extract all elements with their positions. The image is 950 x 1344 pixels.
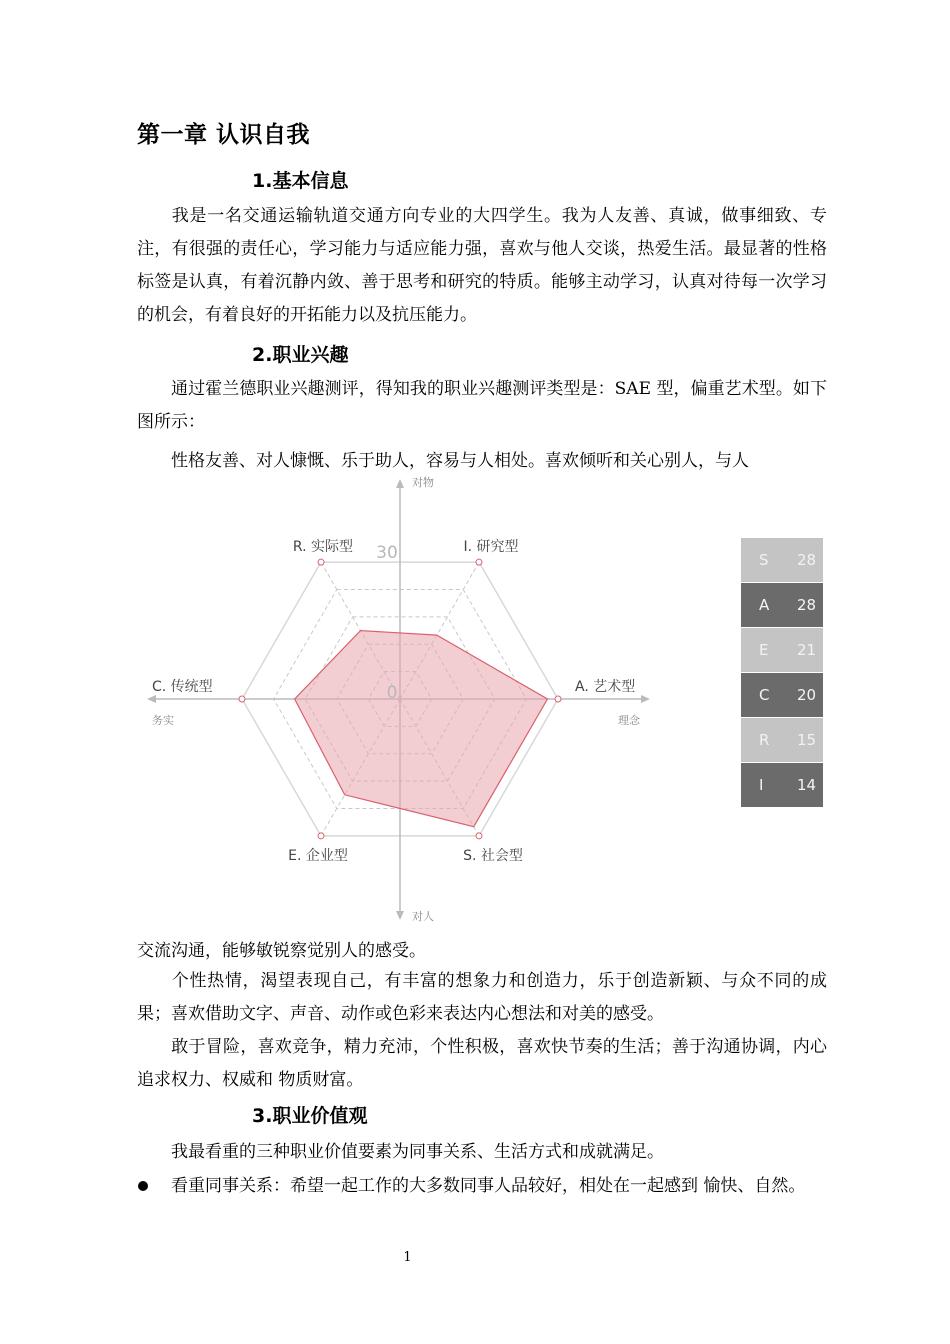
page-number: 1 bbox=[403, 1250, 412, 1265]
enterprising-trait-text: 敢于冒险，喜欢竞争，精力充沛，个性积极，喜欢快节奏的生活；善于沟通协调，内心追求权力、权威和 物质财富。 bbox=[137, 1037, 827, 1090]
radar-axis-label: A. 艺术型 bbox=[575, 679, 636, 695]
score-row-E bbox=[741, 628, 823, 673]
arrow-left-icon bbox=[147, 695, 156, 703]
score-value: 28 bbox=[797, 596, 817, 614]
score-table bbox=[741, 538, 823, 808]
radar-vertex-dot bbox=[318, 833, 324, 839]
section-title-career-interest: 2.职业兴趣 bbox=[252, 344, 349, 366]
quadrant-label-left: 务实 bbox=[152, 714, 174, 727]
social-trait-line-1: 性格友善、对人慷慨、乐于助人，容易与人相处。喜欢倾听和关心别人，与人 bbox=[171, 451, 749, 471]
score-value: 20 bbox=[797, 686, 817, 704]
score-key: E bbox=[759, 641, 769, 659]
score-row-A bbox=[741, 583, 823, 628]
score-row-S bbox=[741, 538, 823, 583]
section-title-basic-info: 1.基本信息 bbox=[252, 170, 349, 192]
radar-data-area bbox=[295, 631, 548, 827]
arrow-down-icon bbox=[396, 911, 404, 920]
radar-vertex-dot bbox=[476, 833, 482, 839]
radar-vertex-dot bbox=[476, 559, 482, 565]
quadrant-label-top: 对物 bbox=[412, 476, 434, 489]
score-key: S bbox=[759, 551, 769, 569]
score-value: 14 bbox=[797, 776, 817, 794]
section-title-career-values: 3.职业价值观 bbox=[252, 1105, 368, 1127]
social-trait-line-2: 交流沟通，能够敏锐察觉别人的感受。 bbox=[137, 941, 426, 961]
holland-radar-chart bbox=[130, 470, 730, 930]
score-value: 28 bbox=[797, 551, 817, 569]
quadrant-label-bottom: 对人 bbox=[412, 910, 434, 923]
career-interest-intro bbox=[137, 373, 827, 439]
score-value: 15 bbox=[797, 731, 817, 749]
score-row-I bbox=[741, 763, 823, 808]
career-values-paragraph bbox=[137, 1136, 827, 1169]
basic-info-text: 我是一名交通运输轨道交通方向专业的大四学生。我为人友善、真诚，做事细致、专注，有很强的责任心，学习能力与适应能力强，喜欢与他人交谈，热爱生活。最显著的性格标签是认真，有着沉静内敛、善于思考和研究的特质。能够主动学习，认真对待每一次学习的机会，有着良好的开拓能力以及抗压能力。 bbox=[137, 206, 827, 325]
radar-vertex-dot bbox=[239, 696, 245, 702]
quadrant-label-right: 理念 bbox=[618, 714, 640, 727]
arrow-right-icon bbox=[641, 695, 650, 703]
score-row-R bbox=[741, 718, 823, 763]
enterprising-trait-paragraph bbox=[137, 1031, 827, 1097]
score-key: A bbox=[759, 596, 770, 614]
radar-axis-label: S. 社会型 bbox=[463, 848, 523, 864]
radar-vertex-dot bbox=[555, 696, 561, 702]
score-row-C bbox=[741, 673, 823, 718]
score-key: R bbox=[759, 731, 770, 749]
radar-scale-max-label: 30 bbox=[376, 543, 398, 563]
score-value: 21 bbox=[797, 641, 817, 659]
basic-info-paragraph bbox=[137, 200, 827, 332]
radar-axis-label: R. 实际型 bbox=[292, 539, 354, 555]
radar-scale-min-label: 0 bbox=[386, 683, 398, 703]
score-key: C bbox=[759, 686, 770, 704]
artistic-trait-paragraph bbox=[137, 965, 827, 1031]
career-values-bullet-1: 看重同事关系：希望一起工作的大多数同事人品较好，相处在一起感到 愉快、自然。 bbox=[171, 1176, 806, 1196]
career-interest-intro-text: 通过霍兰德职业兴趣测评，得知我的职业兴趣测评类型是：SAE 型，偏重艺术型。如下图所示： bbox=[137, 379, 827, 432]
radar-axis-label: C. 传统型 bbox=[152, 679, 213, 695]
score-key: I bbox=[759, 776, 764, 794]
career-values-text: 我最看重的三种职业价值要素为同事关系、生活方式和成就满足。 bbox=[171, 1142, 664, 1162]
radar-axis-label: I. 研究型 bbox=[463, 539, 519, 555]
artistic-trait-text: 个性热情，渴望表现自己，有丰富的想象力和创造力，乐于创造新颖、与众不同的成果；喜欢借助文字、声音、动作或色彩来表达内心想法和对美的感受。 bbox=[137, 971, 827, 1024]
radar-axis-label: E. 企业型 bbox=[288, 848, 348, 864]
bullet-icon bbox=[138, 1181, 148, 1191]
arrow-up-icon bbox=[396, 479, 404, 488]
radar-vertex-dot bbox=[318, 559, 324, 565]
chapter-title: 第一章 认识自我 bbox=[137, 122, 311, 148]
